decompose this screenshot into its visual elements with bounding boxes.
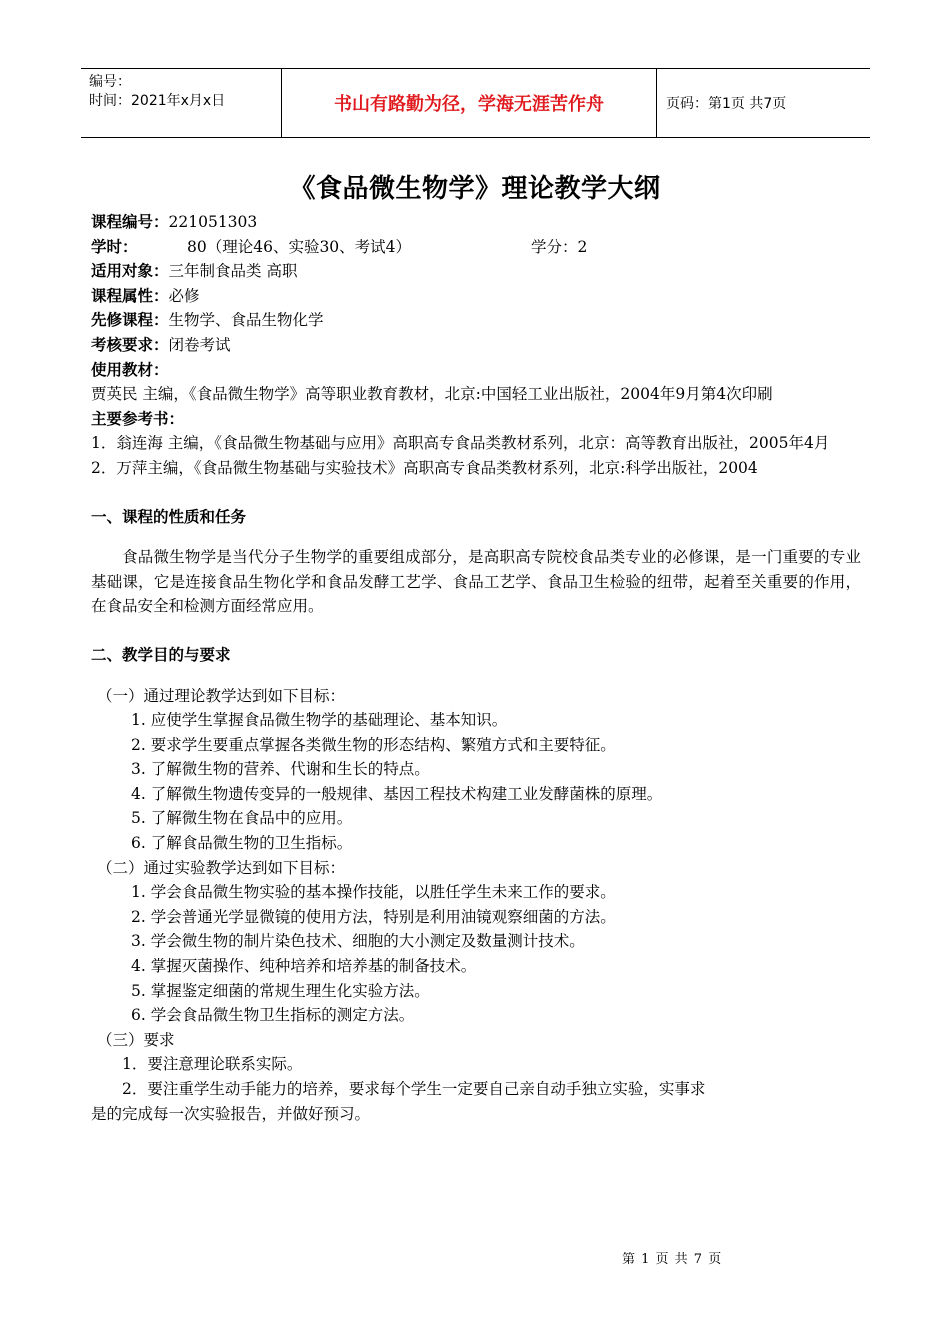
page-footer: 第 1 页 共 7 页 (622, 1252, 723, 1267)
list-item: 1. 应使学生掌握食品微生物学的基础理论、基本知识。 (131, 711, 508, 730)
target-value: 三年制食品类 高职 (168, 262, 298, 281)
list-item: 4. 掌握灭菌操作、纯种培养和培养基的制备技术。 (131, 957, 477, 976)
section-1-heading: 一、课程的性质和任务 (91, 507, 247, 526)
document-title: 《食品微生物学》理论教学大纲 (289, 174, 661, 204)
list-item: 5. 了解微生物在食品中的应用。 (131, 809, 353, 828)
prereq-row (91, 308, 861, 333)
list-item: 6. 学会食品微生物卫生指标的测定方法。 (131, 1006, 415, 1025)
reference-item-2: 2．万萍主编，《食品微生物基础与实验技术》高职高专食品类教材系列，北京:科学出版社，2004 (91, 458, 758, 477)
page-header (81, 68, 870, 138)
exam-value: 闭卷考试 (168, 335, 231, 354)
prereq-value: 生物学、食品生物化学 (168, 311, 324, 330)
header-left-cell (81, 69, 281, 137)
exam-row (91, 333, 861, 358)
document-number: 编号： (89, 74, 131, 90)
list-item: 4. 了解微生物遗传变异的一般规律、基因工程技术构建工业发酵菌株的原理。 (131, 784, 663, 803)
document-date: 时间：2021年x月x日 (89, 93, 226, 109)
course-code-label: 课程编号： (91, 213, 169, 231)
list-item: 5. 掌握鉴定细菌的常规生理生化实验方法。 (131, 981, 430, 1000)
list-item: 2. 学会普通光学显微镜的使用方法，特别是利用油镜观察细菌的方法。 (131, 907, 616, 926)
list-item: 2. 要求学生要重点掌握各类微生物的形态结构、繁殖方式和主要特征。 (131, 735, 616, 754)
part-1-title: （一）通过理论教学达到如下目标： (97, 686, 346, 705)
exam-label: 考核要求： (91, 335, 169, 354)
hours-row (91, 235, 861, 260)
list-item: 1. 学会食品微生物实验的基本操作技能，以胜任学生未来工作的要求。 (131, 883, 616, 902)
textbook-value: 贾英民 主编，《食品微生物学》高等职业教育教材，北京:中国轻工业出版社，2004年9月第4次印刷 (91, 385, 773, 404)
header-motto: 书山有路勤为径，学海无涯苦作舟 (281, 69, 657, 137)
hours-value: 80（理论46、实验30、考试4） (187, 237, 412, 256)
requirement-item-2-line-2: 是的完成每一次实验报告，并做好预习。 (91, 1104, 371, 1123)
part-3-title: （三）要求 (97, 1030, 175, 1049)
list-item: 3. 学会微生物的制片染色技术、细胞的大小测定及数量测计技术。 (131, 932, 585, 951)
section-1-body: 食品微生物学是当代分子生物学的重要组成部分，是高职高专院校食品类专业的必修课，是一门重要的专业基础课，它是连接食品生物化学和食品发酵工艺学、食品工艺学、食品卫生检验的纽带，起着至关重要的作用，在食品安全和检测方面经常应用。 (91, 548, 861, 616)
reference-item-1: 1．翁连海 主编，《食品微生物基础与应用》高职高专食品类教材系列，北京：高等教育出版社，2005年4月 (91, 434, 830, 453)
list-item: 6. 了解食品微生物的卫生指标。 (131, 834, 353, 853)
target-row (91, 259, 861, 284)
credit-value: 学分：2 (531, 237, 588, 256)
textbook-label: 使用教材： (91, 360, 169, 379)
attribute-value: 必修 (168, 286, 200, 305)
prereq-label: 先修课程： (91, 311, 169, 330)
list-item: 3. 了解微生物的营养、代谢和生长的特点。 (131, 760, 430, 779)
document-body (91, 210, 861, 1126)
header-page-info: 页码：第1页 共7页 (666, 96, 787, 112)
target-label: 适用对象： (91, 262, 169, 281)
attribute-label: 课程属性： (91, 286, 169, 305)
refs-label: 主要参考书： (91, 409, 185, 428)
requirement-item-1: 1．要注意理论联系实际。 (122, 1055, 303, 1074)
attribute-row (91, 284, 861, 309)
hours-label: 学时： (91, 237, 138, 256)
course-code-value: 221051303 (168, 213, 258, 231)
part-2-title: （二）通过实验教学达到如下目标： (97, 858, 346, 877)
section-2-heading: 二、教学目的与要求 (91, 645, 231, 664)
requirement-item-2-line-1: 2．要注重学生动手能力的培养，要求每个学生一定要自己亲自动手独立实验，实事求 (122, 1080, 706, 1098)
course-code-row (91, 210, 861, 235)
